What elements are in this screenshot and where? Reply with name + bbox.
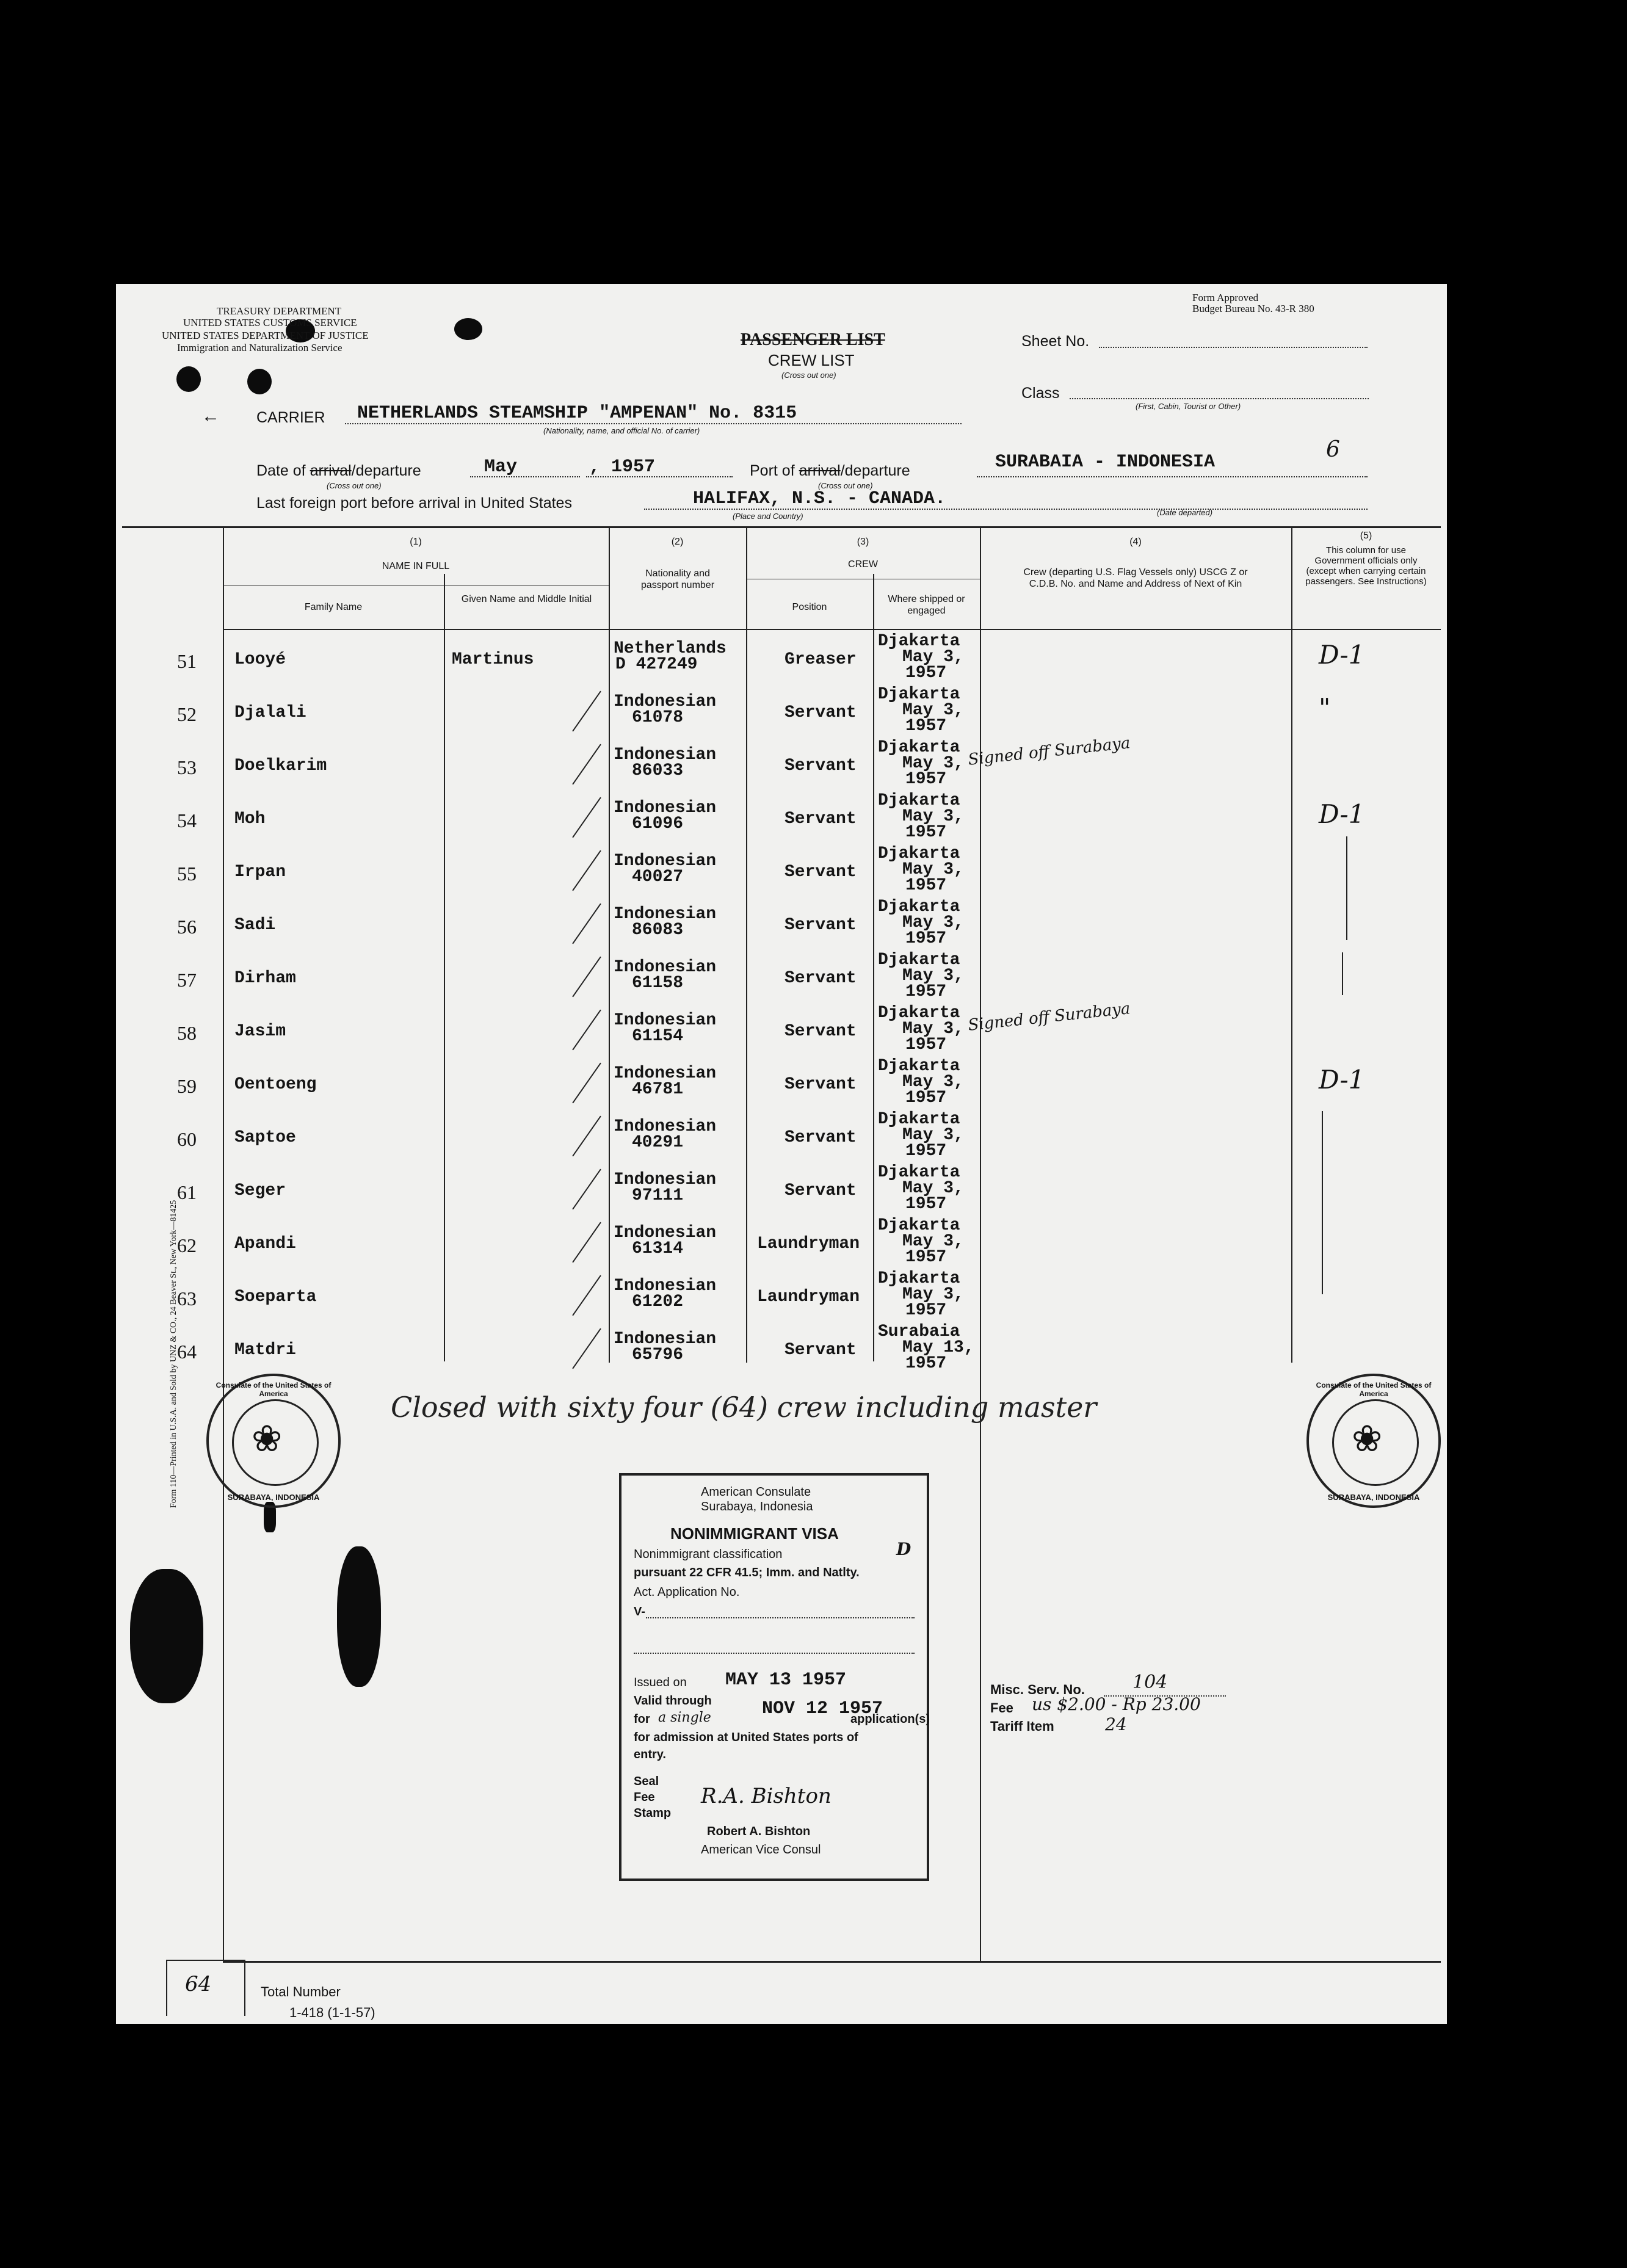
shipped-place: Djakarta xyxy=(878,632,960,651)
misc-serv-label: Misc. Serv. No. xyxy=(990,1682,1085,1697)
gov-annotation: D-1 xyxy=(1319,799,1365,829)
carrier-arrow: ← xyxy=(201,406,220,426)
crew-position: Servant xyxy=(785,756,857,775)
stamp-line: Stamp xyxy=(634,1806,672,1820)
nationality-header: Nationality and passport number xyxy=(640,568,715,590)
col-rule xyxy=(223,526,224,1962)
nationality: Indonesian xyxy=(614,1277,717,1295)
nationality: Indonesian xyxy=(614,905,717,924)
last-port-value: HALIFAX, N.S. - CANADA. xyxy=(693,488,946,509)
shipped-year: 1957 xyxy=(905,876,947,895)
form-approved: Form Approved xyxy=(1192,292,1259,303)
stamp-valid-date: NOV 12 1957 xyxy=(762,1698,883,1719)
col-rule xyxy=(873,574,874,1361)
col-4-number: (4) xyxy=(1129,537,1142,547)
month-line xyxy=(470,476,580,477)
title-note: (Cross out one) xyxy=(781,371,836,380)
family-name: Djalali xyxy=(234,703,306,722)
col-rule xyxy=(444,574,445,1361)
ink-blot xyxy=(130,1569,203,1703)
family-name: Sadi xyxy=(234,916,276,935)
nationality: Indonesian xyxy=(614,1330,717,1349)
stamp-line: for admission at United States ports of xyxy=(634,1731,858,1744)
stamp-line: Seal xyxy=(634,1775,659,1788)
budget-bureau: Budget Bureau No. 43-R 380 xyxy=(1192,303,1314,314)
next-of-kin-note: Signed off Surabaya xyxy=(967,999,1131,1035)
ink-blot xyxy=(337,1546,381,1687)
shipped-year: 1957 xyxy=(905,823,947,842)
carrier-value: NETHERLANDS STEAMSHIP "AMPENAN" No. 8315 xyxy=(357,403,797,424)
nationality: Indonesian xyxy=(614,1064,717,1083)
passport-number: 61078 xyxy=(632,708,684,727)
crew-position: Laundryman xyxy=(757,1234,860,1253)
col-1-number: (1) xyxy=(410,537,422,547)
family-name: Irpan xyxy=(234,863,286,882)
stamp-signer: Robert A. Bishton xyxy=(707,1825,811,1838)
shipped-date: May 3, xyxy=(902,754,964,773)
nonimmigrant-visa-stamp xyxy=(619,1473,929,1881)
agency-line: UNITED STATES DEPARTMENT OF JUSTICE xyxy=(162,330,369,341)
shipped-date: May 3, xyxy=(902,648,964,667)
shipped-year: 1957 xyxy=(905,982,947,1001)
crew-position: Greaser xyxy=(785,650,857,669)
crew-position: Servant xyxy=(785,1022,857,1041)
col-5-number: (5) xyxy=(1360,531,1372,541)
stamp-signature: R.A. Bishton xyxy=(701,1784,832,1808)
tariff-label: Tariff Item xyxy=(990,1719,1054,1734)
port-label-pre: Port of xyxy=(750,462,795,479)
col-3-number: (3) xyxy=(857,537,869,547)
shipped-date: May 13, xyxy=(902,1338,974,1357)
departure-year: , 1957 xyxy=(589,457,656,477)
passport-number: 46781 xyxy=(632,1080,684,1099)
eagle-icon: ❀ xyxy=(252,1418,283,1459)
year-line xyxy=(586,476,733,477)
family-name: Matdri xyxy=(234,1341,296,1360)
seal-city: SURABAYA, INDONESIA xyxy=(227,1493,320,1502)
ink-blot xyxy=(176,366,201,392)
passport-number: 61158 xyxy=(632,974,684,993)
nationality: Indonesian xyxy=(614,958,717,977)
gov-annotation: D-1 xyxy=(1319,1065,1365,1095)
gov-annotation: D-1 xyxy=(1319,640,1365,670)
ink-blot xyxy=(454,318,482,340)
sheet-no-line xyxy=(1099,347,1368,348)
date-label-post: /departure xyxy=(351,462,421,479)
family-name: Dirham xyxy=(234,969,296,988)
ditto-stroke xyxy=(1322,1111,1323,1294)
shipped-date: May 3, xyxy=(902,1285,964,1304)
last-port-label: Last foreign port before arrival in United States xyxy=(256,495,572,512)
row-number: 55 xyxy=(177,863,197,885)
eagle-icon: ❀ xyxy=(1352,1418,1383,1459)
stamp-for-value: a single xyxy=(658,1710,711,1725)
crew-position: Servant xyxy=(785,1181,857,1200)
passport-number: 86033 xyxy=(632,761,684,780)
stamp-line: V- xyxy=(634,1605,645,1618)
row-number: 61 xyxy=(177,1181,197,1203)
passport-number: 61154 xyxy=(632,1027,684,1046)
fee-value: us $2.00 - Rp 23.00 xyxy=(1032,1694,1201,1714)
shipped-place: Djakarta xyxy=(878,1004,960,1023)
class-line xyxy=(1070,398,1369,399)
row-number: 59 xyxy=(177,1075,197,1097)
shipped-date: May 3, xyxy=(902,701,964,720)
shipped-place: Djakarta xyxy=(878,738,960,757)
date-label-struck: arrival xyxy=(310,462,352,479)
shipped-place: Djakarta xyxy=(878,897,960,916)
shipped-place: Djakarta xyxy=(878,1110,960,1129)
shipped-place: Djakarta xyxy=(878,1057,960,1076)
stamp-line: entry. xyxy=(634,1748,666,1761)
crew-position: Servant xyxy=(785,1075,857,1094)
nationality: Indonesian xyxy=(614,1011,717,1030)
total-label: Total Number xyxy=(261,1984,341,1999)
row-number: 52 xyxy=(177,703,197,725)
departure-port: SURABAIA - INDONESIA xyxy=(995,452,1216,473)
last-port-line xyxy=(644,509,1368,510)
shipped-place: Djakarta xyxy=(878,685,960,704)
ditto-stroke xyxy=(1346,836,1347,940)
crew-position: Servant xyxy=(785,1128,857,1147)
stamp-line: Surabaya, Indonesia xyxy=(701,1500,813,1513)
date-label-pre: Date of xyxy=(256,462,306,479)
nationality: Indonesian xyxy=(614,1117,717,1136)
family-name: Seger xyxy=(234,1181,286,1200)
port-line xyxy=(977,476,1368,477)
shipped-place: Djakarta xyxy=(878,791,960,810)
where-shipped-header: Where shipped or engaged xyxy=(888,594,965,616)
given-name: Martinus xyxy=(452,650,534,669)
passport-number: 40027 xyxy=(632,868,684,886)
nationality: Netherlands xyxy=(614,639,727,658)
shipped-year: 1957 xyxy=(905,770,947,789)
sheet-no-label: Sheet No. xyxy=(1021,333,1090,350)
printer-imprint: Form 110—Printed in U.S.A. and Sold by UNZ & CO., 24 Beaver St., New York—81425 xyxy=(169,1200,178,1508)
family-name: Saptoe xyxy=(234,1128,296,1147)
gov-annotation: " xyxy=(1319,693,1331,723)
shipped-year: 1957 xyxy=(905,1248,947,1267)
shipped-year: 1957 xyxy=(905,664,947,683)
shipped-date: May 3, xyxy=(902,807,964,826)
consulate-seal-right xyxy=(1306,1374,1441,1508)
next-of-kin-note: Signed off Surabaya xyxy=(967,734,1131,769)
crew-position: Laundryman xyxy=(757,1288,860,1306)
family-name: Soeparta xyxy=(234,1288,317,1306)
nationality: Indonesian xyxy=(614,692,717,711)
crew-position: Servant xyxy=(785,810,857,828)
fee-label: Fee xyxy=(990,1700,1013,1715)
shipped-year: 1957 xyxy=(905,1089,947,1107)
passport-number: D 427249 xyxy=(615,655,698,674)
gov-use-header: This column for use Government officials only (except when carrying certain passengers. See Instructions) xyxy=(1305,545,1427,587)
agency-line: UNITED STATES CUSTOMS SERVICE xyxy=(183,317,357,328)
crew-position: Servant xyxy=(785,703,857,722)
stamp-signer-title: American Vice Consul xyxy=(701,1843,821,1857)
passport-number: 40291 xyxy=(632,1133,684,1152)
next-of-kin-header: Crew (departing U.S. Flag Vessels only) USCG Z or C.D.B. No. and Name and Address of Next of Kin xyxy=(1023,567,1248,589)
family-name: Oentoeng xyxy=(234,1075,317,1094)
ink-blot xyxy=(247,369,272,394)
stamp-line: NONIMMIGRANT VISA xyxy=(670,1524,839,1543)
misc-serv-value: 104 xyxy=(1132,1672,1168,1693)
port-note: (Cross out one) xyxy=(818,481,873,490)
shipped-year: 1957 xyxy=(905,1035,947,1054)
header-rule xyxy=(223,629,1441,630)
shipped-year: 1957 xyxy=(905,717,947,736)
crew-position: Servant xyxy=(785,863,857,882)
row-number: 54 xyxy=(177,810,197,831)
col-2-number: (2) xyxy=(671,537,684,547)
handwritten-number: 6 xyxy=(1326,437,1340,462)
stamp-issued-label: Issued on xyxy=(634,1676,687,1689)
crew-position: Servant xyxy=(785,1341,857,1360)
consulate-seal-left xyxy=(206,1374,341,1508)
passport-number: 61314 xyxy=(632,1239,684,1258)
position-header: Position xyxy=(792,602,827,612)
shipped-place: Djakarta xyxy=(878,951,960,969)
row-number: 64 xyxy=(177,1341,197,1363)
date-departed-note: (Date departed) xyxy=(1157,508,1213,517)
shipped-date: May 3, xyxy=(902,913,964,932)
shipped-date: May 3, xyxy=(902,1126,964,1145)
row-number: 58 xyxy=(177,1022,197,1044)
family-name: Doelkarim xyxy=(234,756,327,775)
family-name: Jasim xyxy=(234,1022,286,1041)
seal-text: Consulate of the United States of America xyxy=(1316,1381,1432,1398)
page-title: CREW LIST xyxy=(768,351,855,369)
total-value: 64 xyxy=(185,1972,212,1996)
shipped-date: May 3, xyxy=(902,860,964,879)
carrier-line xyxy=(345,423,962,424)
stamp-line: American Consulate xyxy=(701,1485,811,1499)
nationality: Indonesian xyxy=(614,1223,717,1242)
shipped-year: 1957 xyxy=(905,1354,947,1373)
stamp-line: Fee xyxy=(634,1791,655,1804)
crew-position: Servant xyxy=(785,916,857,935)
shipped-date: May 3, xyxy=(902,1020,964,1038)
closing-note: Closed with sixty four (64) crew including master xyxy=(391,1391,1097,1424)
shipped-place: Surabaia xyxy=(878,1322,960,1341)
shipped-place: Djakarta xyxy=(878,1269,960,1288)
crew-header: CREW xyxy=(848,559,878,570)
shipped-year: 1957 xyxy=(905,1142,947,1161)
row-number: 56 xyxy=(177,916,197,938)
date-note: (Cross out one) xyxy=(327,481,382,490)
row-number: 62 xyxy=(177,1234,197,1256)
agency-line: Immigration and Naturalization Service xyxy=(177,342,342,353)
stamp-blank-line xyxy=(646,1617,915,1618)
port-label xyxy=(750,462,910,480)
family-name: Looyé xyxy=(234,650,286,669)
class-label: Class xyxy=(1021,385,1060,402)
row-number: 53 xyxy=(177,756,197,778)
stamp-issued-date: MAY 13 1957 xyxy=(725,1670,847,1690)
stamp-line: Nonimmigrant classification xyxy=(634,1548,783,1561)
row-number: 60 xyxy=(177,1128,197,1150)
stamp-for-label: for xyxy=(634,1712,650,1726)
passport-number: 86083 xyxy=(632,921,684,940)
shipped-date: May 3, xyxy=(902,1073,964,1092)
family-name-header: Family Name xyxy=(304,602,363,612)
departure-month: May xyxy=(484,457,518,477)
shipped-year: 1957 xyxy=(905,929,947,948)
col-rule xyxy=(746,526,747,1363)
shipped-place: Djakarta xyxy=(878,1216,960,1235)
family-name: Moh xyxy=(234,810,266,828)
shipped-place: Djakarta xyxy=(878,1163,960,1182)
agency-line: TREASURY DEPARTMENT xyxy=(217,305,342,317)
class-note: (First, Cabin, Tourist or Other) xyxy=(1136,402,1241,411)
stamp-line: Act. Application No. xyxy=(634,1585,740,1599)
passport-number: 61096 xyxy=(632,814,684,833)
stamp-line: pursuant 22 CFR 41.5; Imm. and Natlty. xyxy=(634,1566,860,1579)
last-port-note: (Place and Country) xyxy=(733,512,803,521)
shipped-year: 1957 xyxy=(905,1301,947,1320)
table-bottom-rule xyxy=(223,1961,1441,1963)
stamp-blank-line xyxy=(634,1653,915,1654)
date-label xyxy=(256,462,421,480)
passport-number: 61202 xyxy=(632,1292,684,1311)
passenger-list-struck: PASSENGER LIST xyxy=(741,330,885,349)
col-1-title: NAME IN FULL xyxy=(382,561,450,571)
row-number: 51 xyxy=(177,650,197,672)
stamp-classification: D xyxy=(896,1539,911,1559)
row-number: 63 xyxy=(177,1288,197,1310)
seal-city: SURABAYA, INDONESIA xyxy=(1327,1493,1420,1502)
col-rule xyxy=(980,526,981,1962)
port-label-post: /departure xyxy=(840,462,910,479)
crew-position: Servant xyxy=(785,969,857,988)
shipped-date: May 3, xyxy=(902,1179,964,1198)
seal-text: Consulate of the United States of America xyxy=(216,1381,332,1398)
shipped-place: Djakarta xyxy=(878,844,960,863)
ditto-stroke xyxy=(1342,952,1343,995)
carrier-note: (Nationality, name, and official No. of carrier) xyxy=(543,426,700,435)
port-label-struck: arrival xyxy=(799,462,841,479)
family-name: Apandi xyxy=(234,1234,296,1253)
stamp-valid-label: Valid through xyxy=(634,1694,712,1708)
col-rule xyxy=(609,526,610,1363)
form-number: 1-418 (1-1-57) xyxy=(289,2005,375,2020)
stamp-application-label: application(s) xyxy=(850,1712,930,1726)
row-number: 57 xyxy=(177,969,197,991)
passport-number: 97111 xyxy=(632,1186,684,1205)
nationality: Indonesian xyxy=(614,745,717,764)
given-name-header: Given Name and Middle Initial xyxy=(461,594,592,604)
passport-number: 65796 xyxy=(632,1346,684,1364)
nationality: Indonesian xyxy=(614,1170,717,1189)
shipped-date: May 3, xyxy=(902,966,964,985)
table-top-rule xyxy=(122,526,1441,528)
nationality: Indonesian xyxy=(614,799,717,817)
nationality: Indonesian xyxy=(614,852,717,871)
col-rule xyxy=(1291,526,1292,1363)
shipped-year: 1957 xyxy=(905,1195,947,1214)
tariff-value: 24 xyxy=(1105,1714,1127,1734)
carrier-label: CARRIER xyxy=(256,409,325,426)
shipped-date: May 3, xyxy=(902,1232,964,1251)
